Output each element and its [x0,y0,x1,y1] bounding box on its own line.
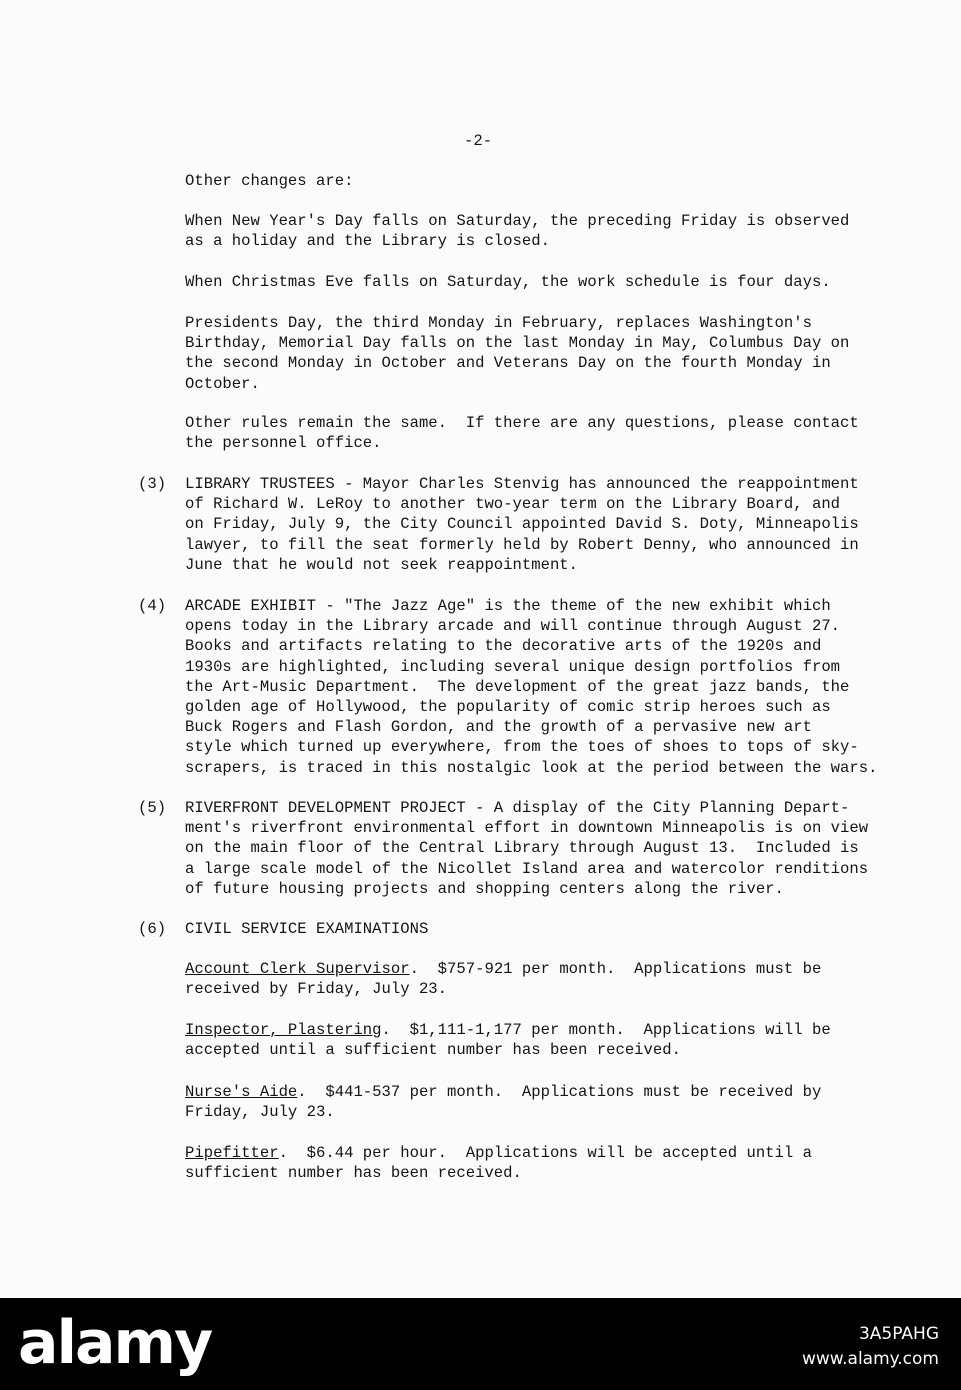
job-inspector-plastering [185,1020,915,1060]
image-code: 3A5PAHG [858,1324,939,1344]
section-number: (5) [138,799,167,817]
intro-paragraph-christmas-eve: When Christmas Eve falls on Saturday, the work schedule is four days. [185,273,831,291]
job-details: . $6.44 per hour. Applications will be accepted until a sufficient number has been received. [185,1144,812,1183]
job-title: Nurse's Aide [185,1083,298,1101]
job-details: . $441-537 per month. Applications must be received by Friday, July 23. [185,1083,822,1122]
section-library-trustees: LIBRARY TRUSTEES - Mayor Charles Stenvig has announced the reappointment of Richard W. LeRoy to another two-year term on the Library Board, and on Friday, July 9, the City Council appointed David S. Doty, Minneapolis lawyer, to fill the seat formerly held by Robert Denny, who announced in June that he would not seek reappointment. [185,475,859,574]
job-details: . $1,111-1,177 per month. Applications will be accepted until a sufficient number has been received. [185,1021,831,1060]
job-details: . $757-921 per month. Applications must be received by Friday, July 23. [185,960,822,999]
alamy-logo: alamy [18,1308,212,1378]
intro-paragraph-new-years: When New Year's Day falls on Saturday, the preceding Friday is observed as a holiday and the Library is closed. [185,212,850,251]
intro-paragraph-other-rules: Other rules remain the same. If there are any questions, please contact the personnel office. [185,414,859,453]
job-title: Inspector, Plastering [185,1021,382,1039]
section-arcade-exhibit: ARCADE EXHIBIT - "The Jazz Age" is the theme of the new exhibit which opens today in the Library arcade and will continue through August 27. Books and artifacts relating to the decorative arts of the 1920s and 1930s are highlighted, including several unique design portfolios from the Art-Music Department. The development of the great jazz bands, the golden age of Hollywood, the popularity of comic strip heroes such as Buck Rogers and Flash Gordon, and the growth of a pervasive new art style which turned up everywhere, from the toes of shoes to tops of sky- scrapers, is traced in this nostalgic look at the period between the wars. [185,597,878,777]
section-number: (6) [138,920,167,938]
page-number: -2- [464,132,493,150]
job-title: Pipefitter [185,1144,279,1162]
intro-paragraph-holidays: Presidents Day, the third Monday in February, replaces Washington's Birthday, Memorial Day falls on the last Monday in May, Columbus Day on the second Monday in October and Veterans Day on the fourth Monday in October. [185,314,850,393]
site-url: www.alamy.com [801,1349,939,1369]
section-number: (3) [138,475,167,493]
section-civil-service: CIVIL SERVICE EXAMINATIONS [185,920,429,938]
section-riverfront-project: RIVERFRONT DEVELOPMENT PROJECT - A display of the City Planning Depart- ment's riverfront environmental effort in downtown Minneapolis is on view on the main floor of the Central Library through August 13. Included is a large scale model of the Nicollet Island area and watercolor renditions of future housing projects and shopping centers along the river. [185,799,869,898]
job-nurses-aide [185,1082,915,1122]
job-account-clerk-supervisor [185,959,915,999]
intro-heading: Other changes are: [185,172,354,190]
section-number: (4) [138,597,167,615]
job-title: Account Clerk Supervisor [185,960,410,978]
job-pipefitter [185,1143,915,1183]
